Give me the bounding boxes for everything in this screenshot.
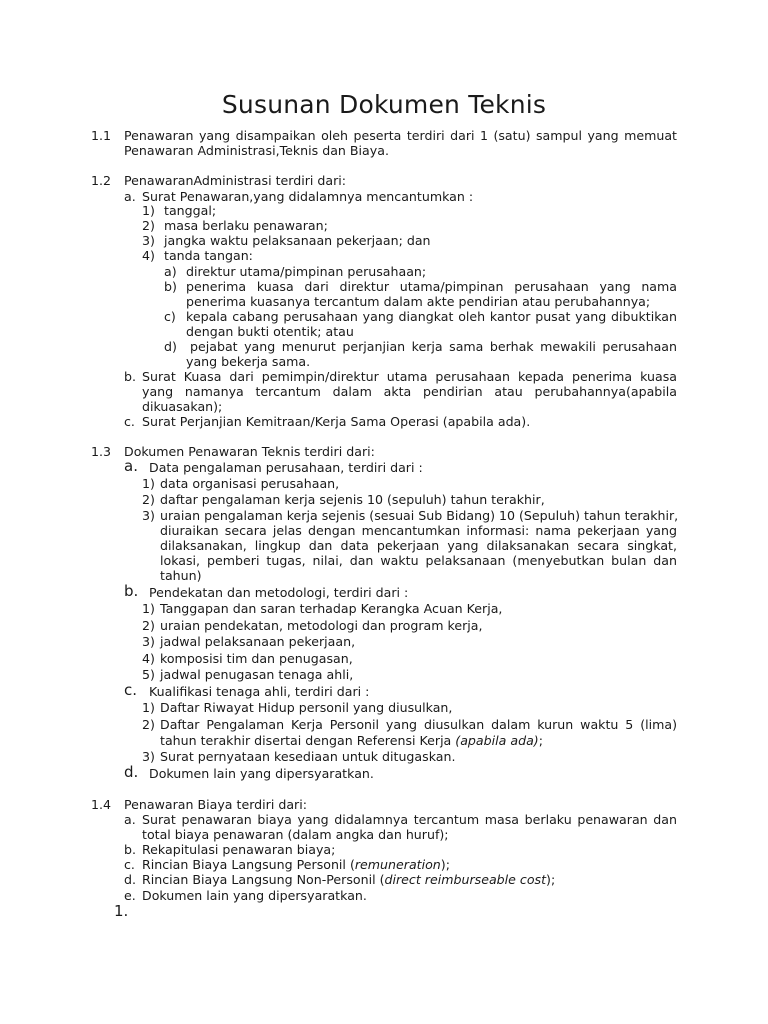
list-marker: b. [124,582,139,600]
empty-list-marker: 1. [114,902,129,920]
list-item-text: Tanggapan dan saran terhadap Kerangka Acuan Kerja, [160,601,503,616]
list-item-text [142,857,450,872]
list-marker: b) [164,279,177,294]
italic-text-run: direct reimburseable cost [384,872,547,887]
list-item-text: kepala cabang perusahaan yang diangkat oleh kantor pusat yang dibuktikan [186,309,677,324]
list-marker: a. [124,189,136,204]
list-item-text: penerima kuasa dari direktur utama/pimpinan perusahaan yang nama [186,279,677,294]
list-marker: 1) [142,476,155,491]
list-marker: 5) [142,667,155,682]
list-marker: e. [124,888,136,903]
list-marker: c) [164,309,176,324]
list-item-text: yang namanya tercantum dalam akta pendirian atau perubahannya(apabila [142,384,677,399]
list-item-text: komposisi tim dan penugasan, [160,651,353,666]
text-run: ; [538,733,543,748]
section-number-1-4: 1.4 [91,797,112,812]
list-item-text: dengan bukti otentik; atau [186,324,354,339]
text-run: tahun terakhir disertai dengan Referensi Kerja [160,733,456,748]
list-item-text: jadwal penugasan tenaga ahli, [160,667,354,682]
list-item-text: daftar pengalaman kerja sejenis 10 (sepuluh) tahun terakhir, [160,492,545,507]
list-marker: d) [164,339,177,354]
section-1-1-line-1: Penawaran yang disampaikan oleh peserta terdiri dari 1 (satu) sampul yang memuat [124,128,677,143]
list-marker: b. [124,842,136,857]
list-item-text: Surat penawaran biaya yang didalamnya tercantum masa berlaku penawaran dan [142,812,677,827]
list-marker: c. [124,857,135,872]
list-item-text: Dokumen lain yang dipersyaratkan. [149,766,374,781]
list-marker: c. [124,414,135,429]
list-item-text: uraian pengalaman kerja sejenis (sesuai Sub Bidang) 10 (Sepuluh) tahun terakhir, [160,508,679,523]
section-1-3-heading: Dokumen Penawaran Teknis terdiri dari: [124,444,375,459]
italic-text-run: (apabila ada) [455,733,539,748]
list-marker: 1) [142,700,155,715]
list-item-text: Surat Penawaran,yang didalamnya mencantumkan : [142,189,474,204]
list-marker: 4) [142,651,155,666]
document-title: Susunan Dokumen Teknis [221,90,547,119]
list-marker: 3) [142,233,155,248]
list-item-text: Surat pernyataan kesediaan untuk ditugaskan. [160,749,456,764]
list-marker: 4) [142,248,155,263]
list-item-text [160,733,543,748]
section-1-2-heading: PenawaranAdministrasi terdiri dari: [124,173,347,188]
text-run: ); [546,872,556,887]
list-marker: 3) [142,508,155,523]
list-item-text: data organisasi perusahaan, [160,476,340,491]
list-marker: 2) [142,717,155,732]
list-item-text: jangka waktu pelaksanaan pekerjaan; dan [164,233,431,248]
list-marker: a) [164,264,177,279]
list-item-text: Data pengalaman perusahaan, terdiri dari : [149,460,423,475]
list-item-text: Rekapitulasi penawaran biaya; [142,842,336,857]
list-item-text [142,872,555,887]
list-item-text: pejabat yang menurut perjanjian kerja sama berhak mewakili perusahaan [190,339,677,354]
text-run: ); [440,857,450,872]
list-marker: d. [124,763,139,781]
list-marker: b. [124,369,136,384]
list-marker: c. [124,681,138,699]
list-item-text: direktur utama/pimpinan perusahaan; [186,264,427,279]
list-marker: 2) [142,218,155,233]
list-marker: 1) [142,203,155,218]
section-number-1-3: 1.3 [91,444,112,459]
list-item-text: masa berlaku penawaran; [164,218,328,233]
list-item-text: Dokumen lain yang dipersyaratkan. [142,888,367,903]
section-number-1-2: 1.2 [91,173,112,188]
section-number-1-1: 1.1 [91,128,112,143]
list-item-text: Pendekatan dan metodologi, terdiri dari : [149,585,409,600]
list-item-text: jadwal pelaksanaan pekerjaan, [160,634,356,649]
list-item-text: uraian pendekatan, metodologi dan program kerja, [160,618,483,633]
list-marker: 2) [142,492,155,507]
list-item-text: tanda tangan: [164,248,253,263]
list-marker: 2) [142,618,155,633]
section-1-1-line-2: Penawaran Administrasi,Teknis dan Biaya. [124,143,389,158]
list-item-text: total biaya penawaran (dalam angka dan huruf); [142,827,449,842]
list-item-text: tanggal; [164,203,217,218]
list-item-text: tahun) [160,568,202,583]
section-1-4-heading: Penawaran Biaya terdiri dari: [124,797,307,812]
list-marker: 1) [142,601,155,616]
list-item-text: yang bekerja sama. [186,354,311,369]
list-item-text: dikuasakan); [142,399,223,414]
list-item-text: diuraikan secara jelas dengan mencantumkan informasi: nama pekerjaan yang [160,523,677,538]
list-marker: 3) [142,749,155,764]
italic-text-run: remuneration [354,857,441,872]
list-item-text: Daftar Riwayat Hidup personil yang diusulkan, [160,700,453,715]
list-item-text: Surat Kuasa dari pemimpin/direktur utama perusahaan kepada penerima kuasa [142,369,677,384]
list-marker: a. [124,812,136,827]
text-run: Rincian Biaya Langsung Non-Personil ( [142,872,385,887]
list-item-text: lokasi, pemberi tugas, nilai, dan waktu pelaksanaan (menyebutkan bulan dan [160,553,677,568]
list-item-text: penerima kuasanya tercantum dalam akte pendirian atau perubahannya; [186,294,651,309]
list-item-text: dilaksanakan, lingkup dan data pekerjaan yang dilaksanakan secara singkat, [160,538,677,553]
list-item-text: Surat Perjanjian Kemitraan/Kerja Sama Operasi (apabila ada). [142,414,531,429]
list-item-text: Kualifikasi tenaga ahli, terdiri dari : [149,684,370,699]
list-marker: a. [124,457,138,475]
text-run: Rincian Biaya Langsung Personil ( [142,857,355,872]
list-marker: 3) [142,634,155,649]
list-marker: d. [124,872,136,887]
list-item-text: Daftar Pengalaman Kerja Personil yang diusulkan dalam kurun waktu 5 (lima) [160,717,677,732]
